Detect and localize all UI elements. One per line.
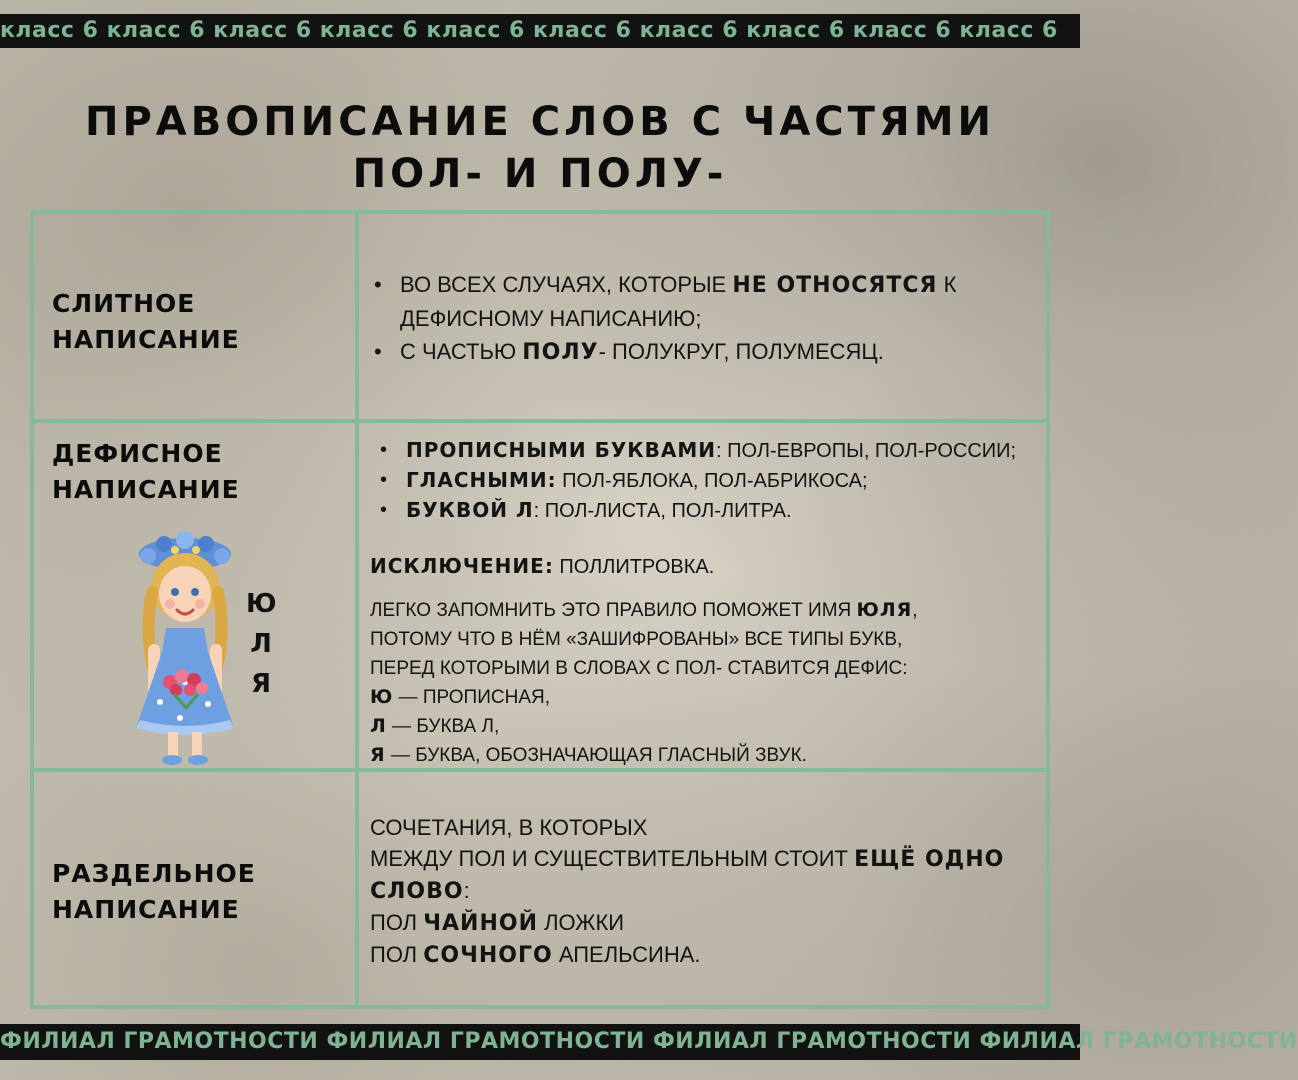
hyphen-exception: ИСКЛЮЧЕНИЕ: ПОЛЛИТРОВКА. (370, 554, 715, 578)
table-column-divider (355, 210, 359, 1009)
table-border-bottom (30, 1005, 1050, 1009)
hyphen-spelling-rules (372, 436, 1032, 526)
table-border-top (30, 210, 1050, 214)
joined-label-line-2: НАПИСАНИЕ (52, 325, 240, 354)
table-row-divider-1 (30, 419, 1050, 423)
vertical-letter-l: Л (250, 629, 272, 659)
vertical-letter-yu: Ю (246, 589, 277, 619)
hyphen-rule-1: • ПРОПИСНЫМИ БУКВАМИ: ПОЛ-ЕВРОПЫ, ПОЛ-РОССИИ; (378, 436, 1032, 466)
mnemonic-line-1: ЛЕГКО ЗАПОМНИТЬ ЭТО ПРАВИЛО ПОМОЖЕТ ИМЯ ЮЛЯ, (370, 599, 918, 621)
title-line-2: ПОЛ- И ПОЛУ- (352, 151, 728, 197)
separate-label-line-1: РАЗДЕЛЬНОЕ (52, 859, 256, 888)
mnemonic-line-3: ПЕРЕД КОТОРЫМИ В СЛОВАХ С ПОЛ- СТАВИТСЯ ДЕФИС: (370, 658, 908, 679)
joined-label-line-1: СЛИТНОЕ (52, 289, 196, 318)
top-banner (0, 14, 1080, 48)
joined-spelling-label (52, 286, 240, 358)
vertical-letter-ya: Я (250, 669, 272, 699)
mnemonic-line-5: Л — БУКВА Л, (370, 715, 500, 737)
joined-rule-1: • ВО ВСЕХ СЛУЧАЯХ, КОТОРЫЕ НЕ ОТНОСЯТСЯ К ДЕФИСНОМУ НАПИСАНИЮ; (372, 268, 1032, 335)
bottom-banner (0, 1024, 1298, 1060)
separate-line-1: СОЧЕТАНИЯ, В КОТОРЫХ (370, 815, 648, 840)
mnemonic-line-2: ПОТОМУ ЧТО В НЁМ «ЗАШИФРОВАНЫ» ВСЕ ТИПЫ БУКВ, (370, 629, 903, 650)
hyphen-rule-2: • ГЛАСНЫМИ: ПОЛ-ЯБЛОКА, ПОЛ-АБРИКОСА; (378, 466, 1032, 496)
hyphen-mnemonic (370, 596, 1040, 770)
page-title (0, 96, 1080, 200)
table-border-right (1046, 210, 1050, 1009)
separate-spelling-label (52, 856, 256, 928)
table-border-left (30, 210, 34, 1009)
girl-illustration (130, 532, 240, 770)
mnemonic-line-6: Я — БУКВА, ОБОЗНАЧАЮЩАЯ ГЛАСНЫЙ ЗВУК. (370, 744, 807, 766)
separate-line-2: МЕЖДУ ПОЛ И СУЩЕСТВИТЕЛЬНЫМ СТОИТ ЕЩЁ ОДНО СЛОВО: (370, 846, 1005, 904)
title-line-1: ПРАВОПИСАНИЕ СЛОВ С ЧАСТЯМИ (85, 99, 995, 145)
hyphen-label-line-1: ДЕФИСНОЕ (52, 439, 223, 468)
separate-label-line-2: НАПИСАНИЕ (52, 895, 240, 924)
separate-line-4: ПОЛ СОЧНОГО АПЕЛЬСИНА. (370, 942, 701, 968)
joined-rule-2: • С ЧАСТЬЮ ПОЛУ- ПОЛУКРУГ, ПОЛУМЕСЯЦ. (372, 335, 1032, 369)
bottom-banner-text: ФИЛИАЛ ГРАМОТНОСТИ ФИЛИАЛ ГРАМОТНОСТИ ФИЛИАЛ ГРАМОТНОСТИ ФИЛИАЛ ГРАМОТНОСТИ (0, 1029, 1298, 1054)
name-vertical-letters (246, 584, 276, 704)
separate-line-3: ПОЛ ЧАЙНОЙ ЛОЖКИ (370, 910, 625, 936)
hyphen-label-line-2: НАПИСАНИЕ (52, 475, 240, 504)
top-banner-text: класс 6 класс 6 класс 6 класс 6 класс 6 класс 6 класс 6 класс 6 класс 6 класс 6 (0, 18, 1058, 43)
joined-spelling-rules (372, 268, 1032, 369)
separate-spelling-rules (370, 812, 1030, 971)
mnemonic-line-4: Ю — ПРОПИСНАЯ, (370, 686, 550, 708)
hyphen-rule-3: • БУКВОЙ Л: ПОЛ-ЛИСТА, ПОЛ-ЛИТРА. (378, 496, 1032, 526)
hyphen-spelling-label (52, 436, 240, 508)
